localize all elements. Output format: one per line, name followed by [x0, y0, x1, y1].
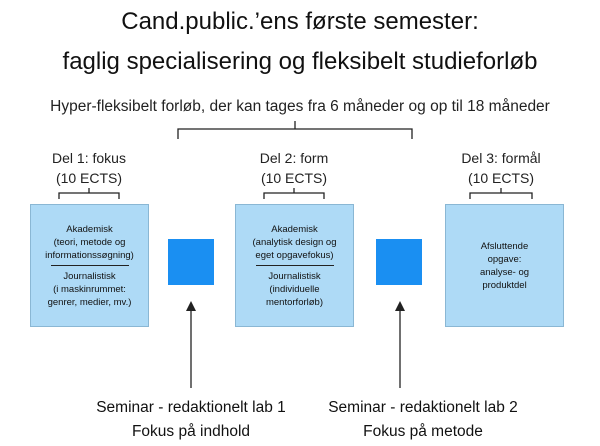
seminar-2-focus: Fokus på metode [363, 423, 483, 440]
seminar-2-label [298, 396, 548, 444]
seminar-2-square [376, 239, 422, 285]
part-2-bottom-line: mentorforløb) [265, 296, 323, 308]
part-1-top-line: Akademisk [66, 223, 113, 235]
part-2-bottom-line: Journalistisk [268, 270, 321, 282]
seminar-1-title: Seminar - redaktionelt lab 1 [96, 399, 286, 416]
part-1-box [30, 204, 149, 327]
part-1-bottom-line: (i maskinrummet: [53, 283, 126, 295]
part-2-box [235, 204, 354, 327]
part-2-top-line: eget opgavefokus) [255, 249, 334, 261]
separator-line [256, 265, 334, 266]
part-1-top-line: (teori, metode og [53, 236, 126, 248]
separator-line [51, 265, 129, 266]
part-2-header [234, 148, 354, 188]
title-line-1: Cand.public.’ens første semester: [121, 8, 479, 35]
subtitle: Hyper-fleksibelt forløb, der kan tages fra 6 måneder og op til 18 måneder [50, 98, 550, 115]
part-2-top-line: Akademisk [271, 223, 318, 235]
part-1-ects: (10 ECTS) [55, 170, 123, 186]
part-3-line: opgave: [487, 253, 522, 265]
part-1-bottom-line: genrer, medier, mv.) [47, 296, 132, 308]
del3-brace [470, 193, 532, 199]
seminar-1-square [168, 239, 214, 285]
seminar-2-title: Seminar - redaktionelt lab 2 [328, 399, 518, 416]
title-line-2: faglig specialisering og fleksibelt studieforløb [62, 48, 538, 75]
part-3-name: Del 3: formål [461, 150, 541, 166]
del1-brace [59, 193, 119, 199]
seminar-1-focus: Fokus på indhold [131, 423, 251, 440]
part-3-ects: (10 ECTS) [467, 170, 535, 186]
part-1-top-line: informationssøgning) [45, 249, 134, 261]
part-2-bottom-line: (individuelle [269, 283, 320, 295]
part-1-bottom-line: Journalistisk [63, 270, 116, 282]
part-3-line: analyse- og [479, 266, 530, 278]
del2-brace [264, 193, 324, 199]
part-1-header [29, 148, 149, 188]
part-3-line: Afsluttende [480, 240, 529, 252]
arrow-1-head [186, 301, 196, 311]
part-1-name: Del 1: fokus [52, 150, 126, 166]
main-brace [178, 129, 412, 139]
seminar-1-label [66, 396, 316, 444]
part-2-top-line: (analytisk design og [252, 236, 337, 248]
part-2-name: Del 2: form [259, 150, 329, 166]
part-3-header [440, 148, 562, 188]
part-3-line: produktdel [482, 279, 527, 291]
arrow-2-head [395, 301, 405, 311]
part-3-box [445, 204, 564, 327]
part-2-ects: (10 ECTS) [260, 170, 328, 186]
